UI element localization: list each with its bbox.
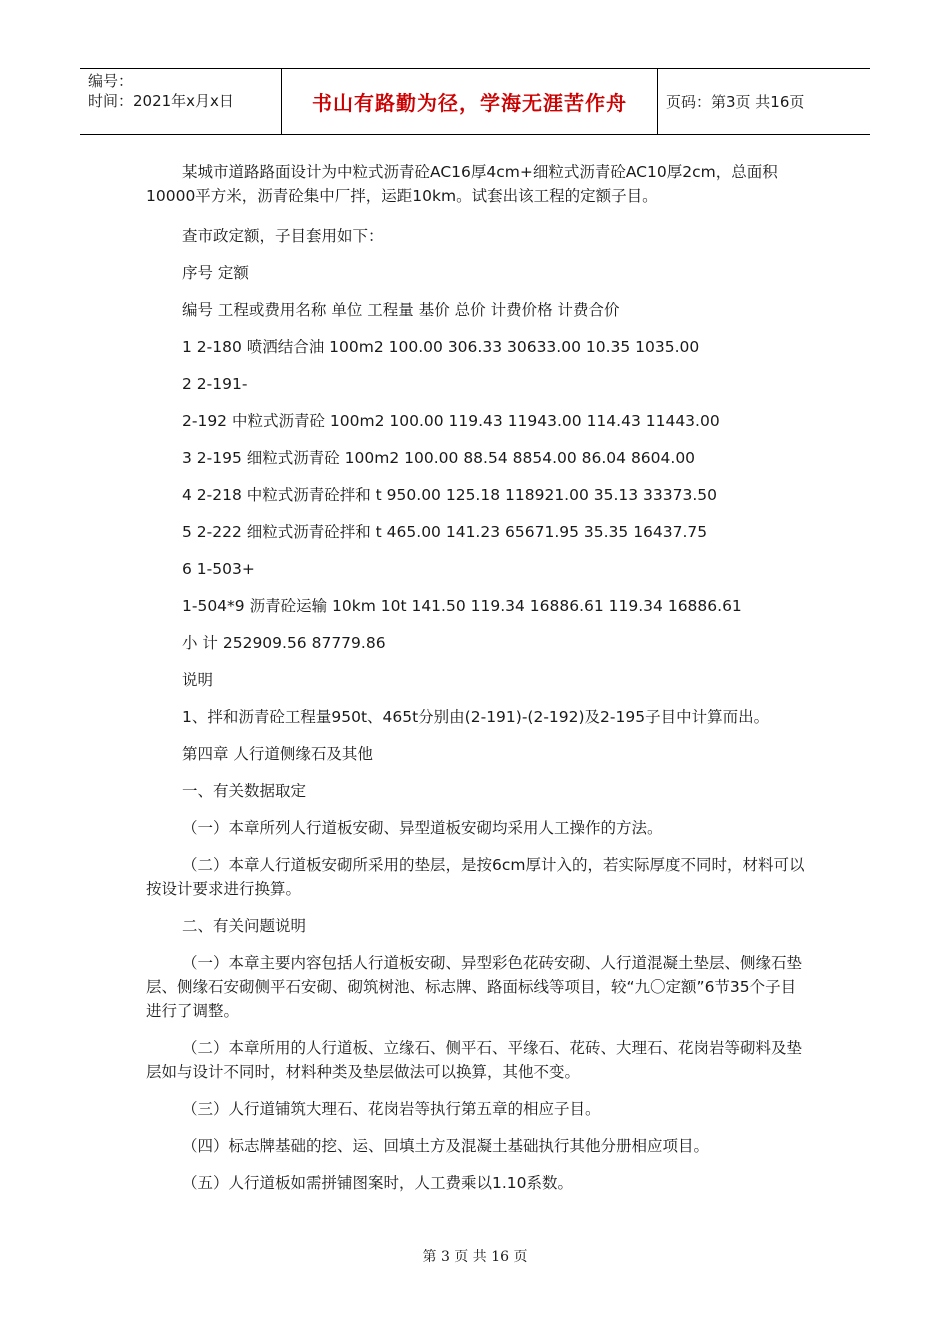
paragraph: （四）标志牌基础的挖、运、回填土方及混凝土基础执行其他分册相应项目。 [182,1137,710,1155]
table-row: 6 1-503+ [182,560,255,578]
table-header-row: 编号 工程或费用名称 单位 工程量 基价 总价 计费价格 计费合价 [182,301,620,319]
paragraph: （二）本章人行道板安砌所采用的垫层，是按6cm厚计入的，若实际厚度不同时，材料可以按设计要求进行换算。 [146,856,805,898]
paragraph: （一）本章主要内容包括人行道板安砌、异型彩色花砖安砌、人行道混凝土垫层、侧缘石垫层、侧缘石安砌侧平石安砌、砌筑树池、标志牌、路面标线等项目，较“九〇定额”6节35个子目进行了调整。 [146,954,803,1020]
paragraph: 序号 定额 [182,264,249,282]
header-page-info: 页码：第3页 共16页 [666,93,805,111]
table-row: 3 2-195 细粒式沥青砼 100m2 100.00 88.54 8854.00 86.04 8604.00 [182,449,696,467]
paragraph: 说明 [182,671,214,689]
table-row: 1-504*9 沥青砼运输 10km 10t 141.50 119.34 16886.61 119.34 16886.61 [182,597,742,615]
paragraph: （二）本章所用的人行道板、立缘石、侧平石、平缘石、花砖、大理石、花岗岩等砌料及垫层如与设计不同时，材料种类及垫层做法可以换算，其他不变。 [146,1039,803,1081]
paragraph: （三）人行道铺筑大理石、花岗岩等执行第五章的相应子目。 [182,1100,601,1118]
section-heading: 二、有关问题说明 [182,917,307,935]
table-row: 5 2-222 细粒式沥青砼拌和 t 465.00 141.23 65671.95 35.35 16437.75 [182,523,708,541]
chapter-heading: 第四章 人行道侧缘石及其他 [182,745,373,763]
paragraph: 查市政定额，子目套用如下： [182,227,384,245]
table-row: 2 2-191- [182,375,248,393]
paragraph: （一）本章所列人行道板安砌、异型道板安砌均采用人工操作的方法。 [182,819,663,837]
code-label: 编号： [88,72,134,90]
paragraph: 1、拌和沥青砼工程量950t、465t分别由(2-191)-(2-192)及2-195子目中计算而出。 [182,708,770,726]
page-header [80,68,870,135]
time-label: 时间：2021年x月x日 [88,92,234,110]
table-row: 4 2-218 中粒式沥青砼拌和 t 950.00 125.18 118921.00 35.13 33373.50 [182,486,718,504]
paragraph: 某城市道路路面设计为中粒式沥青砼AC16厚4cm+细粒式沥青砼AC10厚2cm，总面积10000平方米，沥青砼集中厂拌，运距10km。试套出该工程的定额子目。 [146,163,778,205]
page-footer: 第 3 页 共 16 页 [422,1249,528,1265]
table-row: 2-192 中粒式沥青砼 100m2 100.00 119.43 11943.00 114.43 11443.00 [182,412,720,430]
header-motto: 书山有路勤为径，学海无涯苦作舟 [282,69,658,134]
header-meta [80,69,282,134]
section-heading: 一、有关数据取定 [182,782,307,800]
document-body [146,160,810,1195]
table-row: 1 2-180 喷洒结合油 100m2 100.00 306.33 30633.00 10.35 1035.00 [182,338,700,356]
paragraph: （五）人行道板如需拼铺图案时，人工费乘以1.10系数。 [182,1174,574,1192]
table-subtotal: 小 计 252909.56 87779.86 [182,634,386,652]
